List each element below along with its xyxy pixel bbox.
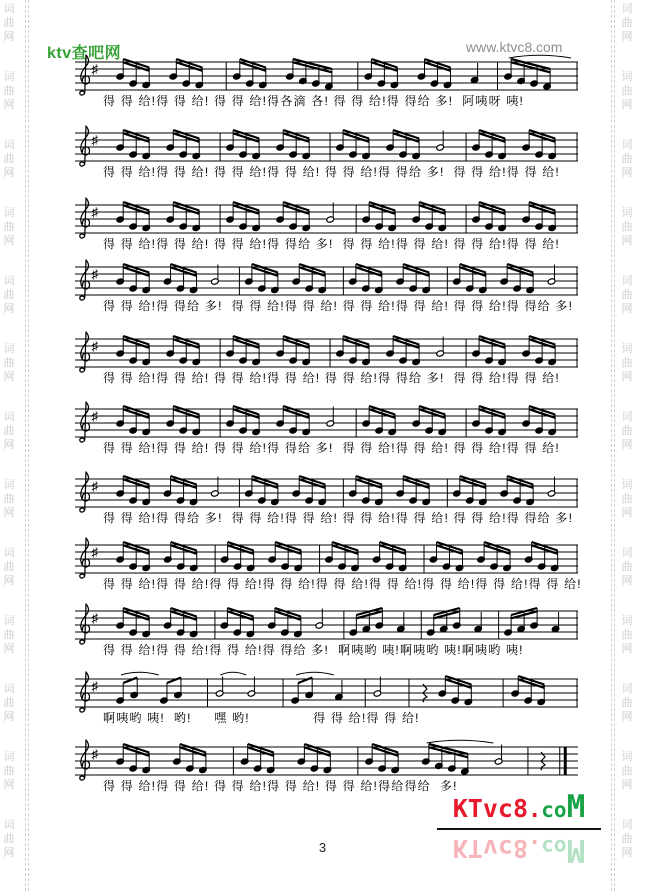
key-signature-sharp: ♯ xyxy=(91,544,98,560)
margin-char: 词 xyxy=(3,3,15,15)
lyrics-line: 得 得 给!得 得 给! 得 得 给!得 得 给! 得 得 给!得 得给 多! 得 得 给!得 得 给! xyxy=(103,371,560,385)
lyrics-line: 得 得 给!得 得 给! 得 得 给!得 得给 多! 得 得 给!得 得 给! 得 得 给!得 得 给! xyxy=(103,237,560,251)
margin-char: 网 xyxy=(3,99,15,111)
margin-char: 网 xyxy=(621,235,633,247)
margin-text-group xyxy=(619,546,635,588)
margin-char: 曲 xyxy=(3,85,15,97)
right-dashed-border xyxy=(611,0,615,891)
margin-text-group xyxy=(619,682,635,724)
margin-char: 词 xyxy=(621,3,633,15)
margin-char: 词 xyxy=(3,615,15,627)
key-signature-sharp: ♯ xyxy=(91,408,98,424)
staff-system xyxy=(75,329,581,391)
staff-system xyxy=(75,195,581,257)
margin-char: 词 xyxy=(3,411,15,423)
margin-char: 网 xyxy=(3,779,15,791)
margin-char: 网 xyxy=(621,439,633,451)
margin-char: 曲 xyxy=(3,17,15,29)
margin-char: 词 xyxy=(3,71,15,83)
margin-char: 网 xyxy=(3,575,15,587)
margin-char: 词 xyxy=(3,343,15,355)
margin-char: 词 xyxy=(3,139,15,151)
margin-char: 网 xyxy=(3,507,15,519)
left-margin-watermark-text xyxy=(1,2,17,886)
margin-char: 曲 xyxy=(3,289,15,301)
margin-char: 词 xyxy=(621,819,633,831)
margin-text-group xyxy=(1,614,17,656)
margin-char: 词 xyxy=(621,683,633,695)
right-margin-watermark-text xyxy=(619,2,635,886)
margin-text-group xyxy=(619,614,635,656)
margin-char: 词 xyxy=(621,547,633,559)
margin-char: 词 xyxy=(3,751,15,763)
key-signature-sharp: ♯ xyxy=(91,132,98,148)
lyrics-line: 得 得 给!得 得 给!得 得 给!得 得 给!得 得 给!得 得 给!得 得 给!得 得 给!得 得 给! xyxy=(103,577,582,591)
margin-char: 词 xyxy=(621,479,633,491)
margin-char: 网 xyxy=(3,31,15,43)
watermark-dot: . xyxy=(528,798,542,823)
margin-char: 网 xyxy=(621,847,633,859)
staff-system xyxy=(75,123,581,185)
margin-char: 曲 xyxy=(621,85,633,97)
staff-system xyxy=(75,535,581,597)
margin-text-group xyxy=(1,70,17,112)
site-url: www.ktvc8.com xyxy=(466,39,563,55)
watermark-big-m: M xyxy=(566,789,586,825)
lyrics-line: 得 得 给!得 得 给! 得 得 给!得 得 给! 得 得 给!得 得给 多! 得 得 给!得 得 给! xyxy=(103,165,560,179)
watermark-green-text: co xyxy=(541,798,567,822)
margin-char: 词 xyxy=(621,751,633,763)
margin-char: 曲 xyxy=(3,765,15,777)
margin-char: 网 xyxy=(3,235,15,247)
margin-text-group xyxy=(1,410,17,452)
site-logo: ktv查吧网 xyxy=(47,45,122,62)
watermark-underline xyxy=(437,828,601,830)
margin-char: 词 xyxy=(3,275,15,287)
margin-text-group xyxy=(1,546,17,588)
margin-char: 网 xyxy=(621,711,633,723)
margin-char: 网 xyxy=(621,779,633,791)
margin-char: 词 xyxy=(621,615,633,627)
lyrics-line: 得 得 给!得 得 给! 得 得 给!得各滴 各! 得 得 给!得 得给 多! 阿咦呀 咦! xyxy=(103,94,525,108)
margin-char: 曲 xyxy=(621,153,633,165)
lyrics-line: 啊咦哟 咦! 哟! 嘿 哟! 得 得 给!得 得 给! xyxy=(103,711,420,725)
margin-char: 曲 xyxy=(621,17,633,29)
margin-char: 词 xyxy=(3,207,15,219)
margin-char: 词 xyxy=(621,343,633,355)
margin-char: 词 xyxy=(621,139,633,151)
watermark-text xyxy=(437,789,601,826)
left-dashed-border xyxy=(25,0,29,891)
margin-char: 词 xyxy=(621,207,633,219)
margin-char: 网 xyxy=(621,371,633,383)
margin-char: 网 xyxy=(3,643,15,655)
key-signature-sharp: ♯ xyxy=(91,678,98,694)
margin-text-group xyxy=(1,2,17,44)
margin-text-group xyxy=(619,478,635,520)
margin-text-group xyxy=(619,206,635,248)
margin-char: 网 xyxy=(3,167,15,179)
margin-char: 网 xyxy=(3,711,15,723)
margin-text-group xyxy=(1,478,17,520)
staff-system xyxy=(75,737,581,799)
margin-char: 网 xyxy=(3,439,15,451)
margin-text-group xyxy=(619,410,635,452)
margin-char: 曲 xyxy=(621,697,633,709)
staff-system xyxy=(75,669,581,731)
lyrics-line: 得 得 给!得 得给 多! 得 得 给!得 得 给! 得 得 给!得 得 给! 得 得 给!得 得给 多! xyxy=(103,511,574,525)
margin-char: 网 xyxy=(3,847,15,859)
page-number: 3 xyxy=(318,840,327,855)
margin-char: 曲 xyxy=(621,289,633,301)
margin-text-group xyxy=(619,70,635,112)
margin-char: 曲 xyxy=(3,425,15,437)
staff-system xyxy=(75,257,581,319)
lyrics-line: 得 得 给!得 得 给! 得 得 给!得 得给 多! 得 得 给!得 得 给! 得 得 给!得 得 给! xyxy=(103,441,560,455)
lyrics-line: 得 得 给!得 得 给! 得 得 给!得 得 给! 得 得 给!得给得给 多! xyxy=(103,779,458,793)
margin-text-group xyxy=(1,750,17,792)
margin-char: 词 xyxy=(3,683,15,695)
margin-char: 网 xyxy=(621,507,633,519)
margin-char: 曲 xyxy=(3,153,15,165)
watermark-red-text: KTvc8 xyxy=(452,794,529,823)
margin-text-group xyxy=(619,750,635,792)
margin-char: 网 xyxy=(3,303,15,315)
key-signature-sharp: ♯ xyxy=(91,338,98,354)
margin-char: 网 xyxy=(621,643,633,655)
staff-system xyxy=(75,399,581,461)
key-signature-sharp: ♯ xyxy=(91,204,98,220)
margin-char: 曲 xyxy=(621,561,633,573)
margin-char: 网 xyxy=(621,575,633,587)
key-signature-sharp: ♯ xyxy=(91,478,98,494)
margin-char: 曲 xyxy=(3,833,15,845)
margin-text-group xyxy=(1,138,17,180)
margin-char: 网 xyxy=(621,167,633,179)
margin-char: 曲 xyxy=(621,629,633,641)
margin-char: 词 xyxy=(3,479,15,491)
margin-char: 曲 xyxy=(3,561,15,573)
margin-char: 词 xyxy=(3,547,15,559)
margin-text-group xyxy=(1,682,17,724)
margin-char: 曲 xyxy=(621,765,633,777)
key-signature-sharp: ♯ xyxy=(91,610,98,626)
margin-text-group xyxy=(1,206,17,248)
margin-char: 网 xyxy=(621,31,633,43)
margin-text-group xyxy=(619,342,635,384)
margin-char: 网 xyxy=(3,371,15,383)
key-signature-sharp: ♯ xyxy=(91,61,98,77)
lyrics-line: 得 得 给!得 得给 多! 得 得 给!得 得 给! 得 得 给!得 得 给! 得 得 给!得 得给 多! xyxy=(103,299,574,313)
margin-char: 曲 xyxy=(3,493,15,505)
margin-char: 曲 xyxy=(3,221,15,233)
margin-char: 曲 xyxy=(3,629,15,641)
staff-system xyxy=(75,469,581,531)
margin-char: 网 xyxy=(621,99,633,111)
margin-text-group xyxy=(1,342,17,384)
margin-char: 曲 xyxy=(621,221,633,233)
margin-char: 曲 xyxy=(621,357,633,369)
margin-char: 词 xyxy=(621,71,633,83)
margin-char: 曲 xyxy=(621,493,633,505)
margin-text-group xyxy=(619,2,635,44)
lyrics-line: 得 得 给!得 得 给!得 得 给!得 得给 多! 啊咦哟 咦!啊咦哟 咦!啊咦哟 咦! xyxy=(103,643,524,657)
margin-text-group xyxy=(1,274,17,316)
margin-char: 曲 xyxy=(3,697,15,709)
margin-text-group xyxy=(619,274,635,316)
margin-char: 曲 xyxy=(621,425,633,437)
margin-char: 网 xyxy=(621,303,633,315)
staff-system xyxy=(75,52,581,114)
margin-char: 曲 xyxy=(621,833,633,845)
margin-char: 曲 xyxy=(3,357,15,369)
margin-char: 词 xyxy=(621,411,633,423)
margin-char: 词 xyxy=(621,275,633,287)
watermark-reflection: KTvc8.coM xyxy=(452,832,586,868)
margin-char: 词 xyxy=(3,819,15,831)
key-signature-sharp: ♯ xyxy=(91,746,98,762)
staff-system xyxy=(75,601,581,663)
key-signature-sharp: ♯ xyxy=(91,266,98,282)
margin-text-group xyxy=(619,138,635,180)
